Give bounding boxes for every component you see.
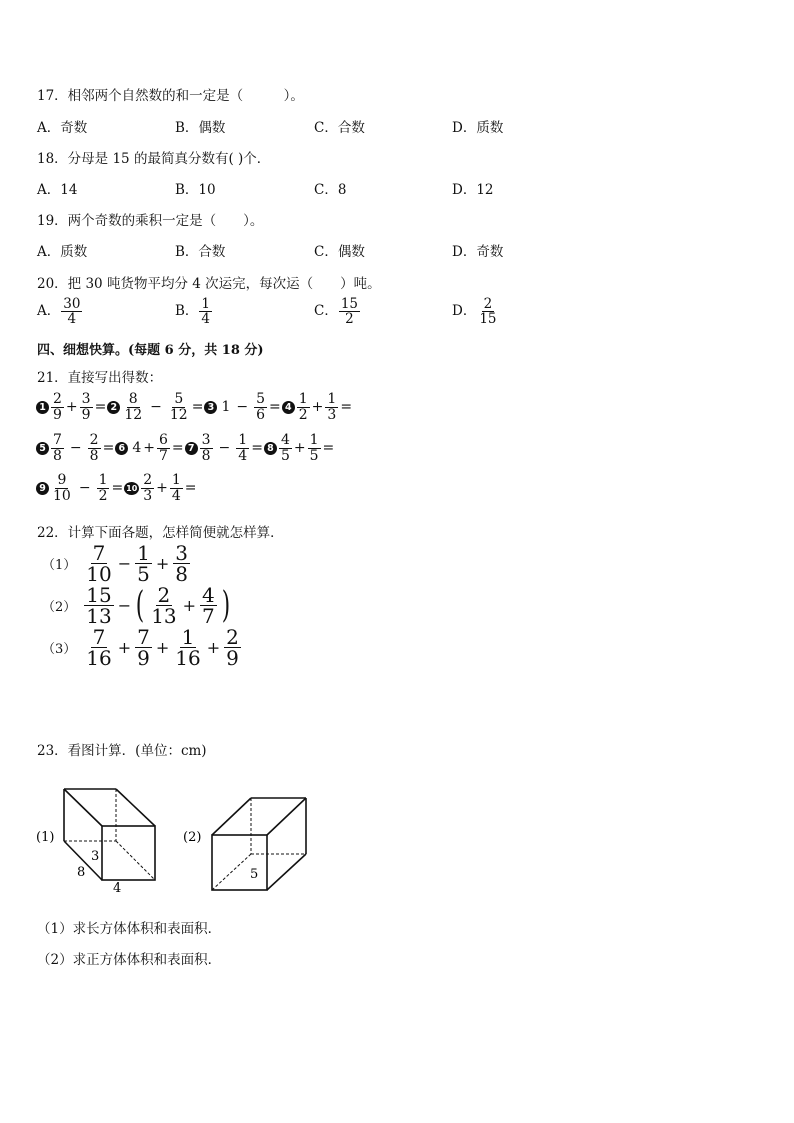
section-4-heading: 四、细想快算。(每题 6 分，共 18 分) — [37, 343, 264, 358]
circled-number: 4 — [282, 401, 295, 414]
question-23: 23．看图计算．(单位：cm) — [37, 743, 207, 759]
option-label: B． — [175, 303, 199, 320]
fig1-height-label: 3 — [91, 849, 100, 864]
fraction: $\frac{6}{7}$ — [158, 432, 168, 464]
option-label: C． — [314, 303, 338, 320]
question-21: 21．直接写出得数： — [37, 370, 163, 386]
fraction: $\frac{7}{10}$ — [86, 541, 112, 586]
fraction: $\frac{3}{8}$ — [175, 541, 189, 586]
q19-option-b: B．合数 — [175, 244, 226, 260]
fraction: $\frac{2}{15}$ — [479, 296, 497, 328]
option-label: D． — [452, 303, 477, 320]
fraction: $\frac{3}{9}$ — [81, 391, 91, 423]
q18-option-d: D．12 — [452, 182, 494, 198]
circled-number: 8 — [264, 442, 277, 455]
fraction: $\frac{1}{4}$ — [171, 472, 181, 504]
geometry-figures — [30, 780, 330, 900]
question-19: 19．两个奇数的乘积一定是（ ）。 — [37, 213, 264, 229]
circled-number: 1 — [36, 401, 49, 414]
q17-option-a: A．奇数 — [37, 120, 88, 136]
q18-option-b: B．10 — [175, 182, 216, 198]
fraction: $\frac{5}{12}$ — [169, 391, 188, 423]
q23-sub-2: （2）求正方体体积和表面积． — [37, 952, 222, 968]
fraction: $\frac{1}{5}$ — [309, 432, 319, 464]
q20-option-c — [314, 297, 361, 326]
fig1-depth-label: 8 — [77, 865, 86, 880]
fraction: $\frac{5}{6}$ — [256, 391, 266, 423]
question-18: 18．分母是 15 的最简真分数有( )个． — [37, 151, 271, 167]
fraction: $\frac{30}{4}$ — [63, 296, 81, 328]
q22-part-3: （3） $\frac{7}{16}$ + $\frac{7}{9}$ + $\frac{1}{16}$ + $\frac{2}{9}$ — [42, 625, 239, 670]
q21-row-2: 5 $\frac{7}{8}$ − $\frac{2}{8}$ = 6 4 + $\frac{6}{7}$ = 7 $\frac{3}{8}$ − $\frac{1}{4}$ = 8 $\frac{4}{5}$ + $\frac{1}{5}$ = — [36, 433, 335, 463]
fig2-edge-label: 5 — [250, 867, 259, 882]
fraction: $\frac{15}{13}$ — [86, 583, 112, 628]
fraction: $\frac{2}{13}$ — [151, 583, 177, 628]
q21-row-1: 1 $\frac{2}{9}$ + $\frac{3}{9}$ = 2 $\frac{8}{12}$ − $\frac{5}{12}$ = 3 1 − $\frac{5}{6}$ = 4 $\frac{1}{2}$ + $\frac{1}{3}$ = — [36, 392, 353, 422]
fraction: $\frac{3}{8}$ — [201, 432, 211, 464]
q20-option-d — [452, 297, 500, 326]
circled-number: 9 — [36, 482, 49, 495]
q23-sub-1: （1）求长方体体积和表面积． — [37, 921, 222, 937]
q22-part-1: （1） $\frac{7}{10}$ − $\frac{1}{5}$ + $\frac{3}{8}$ — [42, 541, 189, 586]
fraction: $\frac{8}{12}$ — [124, 391, 143, 423]
q20-option-a — [37, 297, 83, 326]
fig1-width-label: 4 — [113, 881, 122, 896]
fraction: $\frac{15}{2}$ — [340, 296, 359, 328]
fraction: $\frac{7}{16}$ — [86, 625, 112, 670]
fraction: $\frac{1}{2}$ — [298, 391, 308, 423]
q18-option-c: C．8 — [314, 182, 347, 198]
circled-number: 2 — [107, 401, 120, 414]
circled-number: 10 — [126, 483, 138, 493]
q19-option-c: C．偶数 — [314, 244, 365, 260]
q17-option-d: D．质数 — [452, 120, 504, 136]
question-20: 20．把 30 吨货物平均分 4 次运完，每次运（ ）吨。 — [37, 276, 381, 292]
circled-number: 3 — [204, 401, 217, 414]
fraction: $\frac{1}{2}$ — [98, 472, 108, 504]
fraction: $\frac{4}{5}$ — [280, 432, 290, 464]
fraction: $\frac{1}{5}$ — [137, 541, 150, 586]
q20-option-b — [175, 297, 213, 326]
option-label: A． — [37, 303, 61, 320]
fig1-label: (1) — [36, 830, 55, 845]
question-22: 22．计算下面各题，怎样简便就怎样算． — [37, 525, 284, 541]
q22-part-2: （2） $\frac{15}{13}$ − ( $\frac{2}{13}$ + $\frac{4}{7}$ ) — [42, 583, 231, 628]
q21-row-3: 9 $\frac{9}{10}$ − $\frac{1}{2}$ = 10 $\frac{2}{3}$ + $\frac{1}{4}$ = — [36, 473, 198, 503]
fraction: $\frac{1}{16}$ — [175, 625, 201, 670]
fraction: $\frac{1}{4}$ — [238, 432, 248, 464]
fraction: $\frac{1}{4}$ — [201, 296, 211, 328]
fraction: $\frac{7}{9}$ — [137, 625, 150, 670]
q19-option-d: D．奇数 — [452, 244, 504, 260]
fraction: $\frac{2}{3}$ — [143, 472, 153, 504]
fraction: $\frac{1}{3}$ — [327, 391, 337, 423]
fraction: $\frac{2}{9}$ — [53, 391, 62, 423]
question-17: 17．相邻两个自然数的和一定是（ ）。 — [37, 88, 304, 104]
q17-option-b: B．偶数 — [175, 120, 226, 136]
q17-option-c: C．合数 — [314, 120, 365, 136]
fraction: $\frac{9}{10}$ — [53, 472, 71, 504]
q18-option-a: A．14 — [37, 182, 78, 198]
fraction: $\frac{4}{7}$ — [202, 583, 215, 628]
fraction: $\frac{7}{8}$ — [53, 432, 62, 464]
circled-number: 7 — [185, 442, 198, 455]
fraction: $\frac{2}{9}$ — [226, 625, 239, 670]
cube-figure — [212, 798, 306, 890]
circled-number: 5 — [36, 442, 49, 455]
fig2-label: (2) — [183, 830, 202, 845]
q19-option-a: A．质数 — [37, 244, 88, 260]
circled-number: 6 — [115, 442, 128, 455]
fraction: $\frac{2}{8}$ — [89, 432, 99, 464]
